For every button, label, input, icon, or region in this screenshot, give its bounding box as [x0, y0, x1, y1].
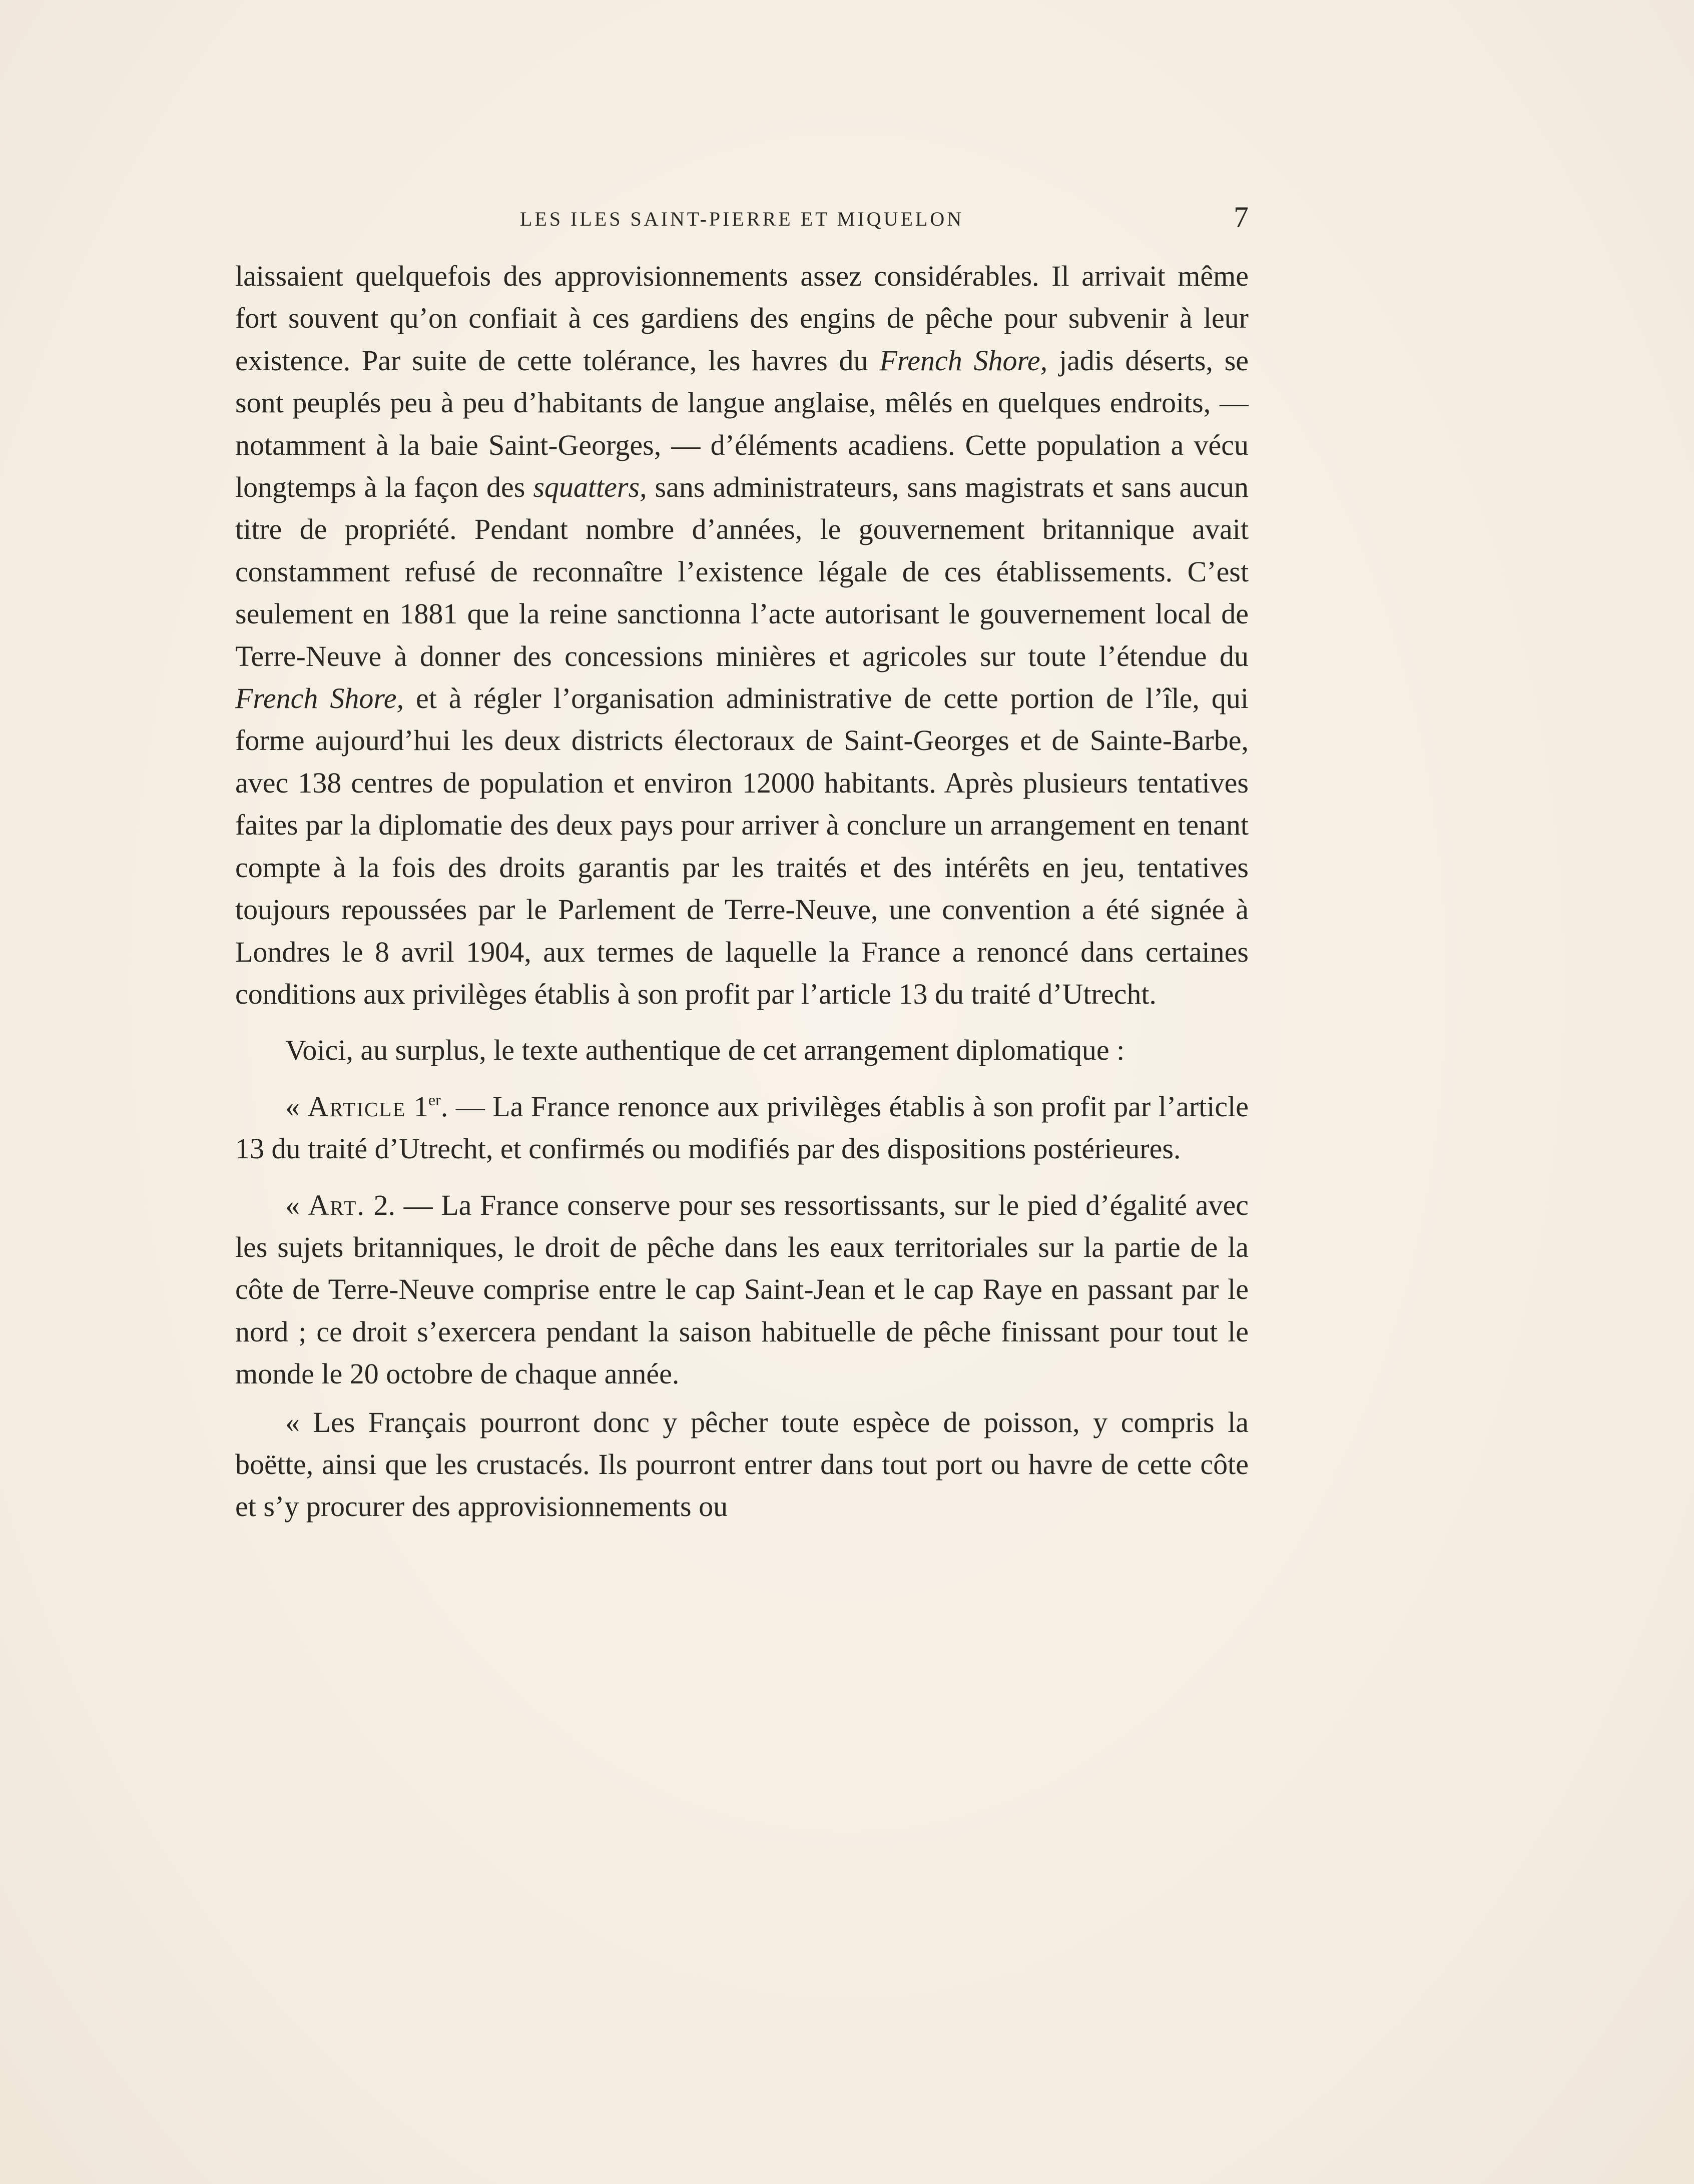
quote-open: «: [285, 1090, 308, 1123]
p1-text-2: jadis déserts, se sont peuplés peu à peu d’habitants de langue anglaise, mêlés en quelques endroits, — notamment à la baie Saint-Georges, — d’éléments acadiens. Cette population a vécu longtemps à la façon des: [235, 344, 1249, 504]
article-1-text: . — La France renonce aux privilèges établis à son profit par l’article 13 du traité d’Utrecht, et confirmés ou modifiés par des dispositions postérieures.: [235, 1090, 1249, 1165]
p1-italic-squatters: squatters,: [533, 471, 647, 504]
paragraph-article-1: [235, 1086, 1249, 1170]
p1-italic-french-shore-1: French Shore,: [879, 344, 1048, 377]
page-number: 7: [1234, 201, 1249, 234]
paragraph-1: [235, 255, 1249, 1015]
paragraph-5: « Les Français pourront donc y pêcher toute espèce de poisson, y compris la boëtte, ainsi que les crustacés. Ils pourront entrer dans tout port ou havre de cette côte et s’y procurer des approvisionnements ou: [235, 1405, 1249, 1523]
running-title: LES ILES SAINT-PIERRE ET MIQUELON: [519, 208, 964, 230]
p1-italic-french-shore-2: French Shore,: [235, 682, 404, 715]
quote-open: «: [285, 1188, 308, 1221]
article-superscript: er: [428, 1090, 441, 1109]
p1-text-4: et à régler l’organisation administrative de cette portion de l’île, qui forme aujourd’hui les deux districts électoraux de Saint-Georges et de Sainte-Barbe, avec 138 centres de population et environ 12000 habitants. Après plusieurs tentatives faites par la diplomatie des deux pays pour arriver à conclure un arrangement en tenant compte à la fois des droits garantis par les traités et des intérêts en jeu, tentatives toujours repoussées par le Parlement de Terre-Neuve, une convention a été signée à Londres le 8 avril 1904, aux termes de laquelle la France a renoncé dans certaines conditions aux privilèges établis à son profit par l’article 13 du traité d’Utrecht.: [235, 682, 1249, 1010]
article-label: Art.: [308, 1188, 365, 1221]
article-number: 1: [413, 1090, 428, 1123]
paragraph-2: Voici, au surplus, le texte authentique de cet arrangement diplomatique :: [285, 1034, 1125, 1067]
p1-text-1: laissaient quelquefois des approvisionnements assez considérables. Il arrivait même fort souvent qu’on confiait à ces gardiens des engins de pêche pour subvenir à leur existence. Par suite de cette tolérance, les havres du: [235, 260, 1249, 377]
article-label: Article: [307, 1090, 406, 1123]
body-text: [235, 255, 1249, 1528]
running-head: [235, 200, 1249, 240]
article-2-text: 2. — La France conserve pour ses ressortissants, sur le pied d’égalité avec les sujets britanniques, le droit de pêche dans les eaux territoriales sur la partie de la côte de Terre-Neuve comprise entre le cap Saint-Jean et le cap Raye en passant par le nord ; ce droit s’exercera pendant la saison habituelle de pêche finissant pour tout le monde le 20 octobre de chaque année.: [235, 1188, 1249, 1390]
paragraph-article-2: [235, 1184, 1249, 1395]
p1-text-3: sans administrateurs, sans magistrats et sans aucun titre de propriété. Pendant nombre d’années, le gouvernement britannique avait constamment refusé de reconnaître l’existence légale de ces établissements. C’est seulement en 1881 que la reine sanctionna l’acte autorisant le gouvernement local de Terre-Neuve à donner des concessions minières et agricoles sur toute l’étendue du: [235, 471, 1249, 672]
